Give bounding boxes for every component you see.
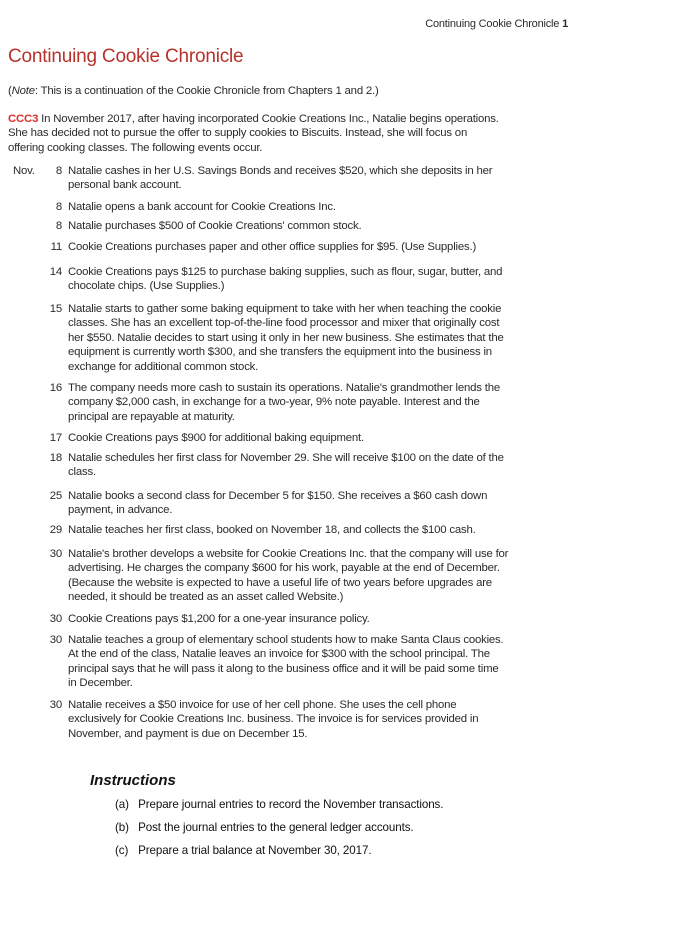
note-label: Note bbox=[11, 85, 35, 97]
intro-line: She has decided not to pursue the offer to supply cookies to Biscuits. Instead, she will focus on bbox=[8, 127, 468, 140]
event-day: 29 bbox=[49, 524, 62, 536]
event-line: exclusively for Cookie Creations Inc. business. The invoice is for services provided in bbox=[68, 713, 479, 726]
event-text bbox=[68, 612, 370, 626]
event-line: Natalie's brother develops a website for Cookie Creations Inc. that the company will use for bbox=[68, 548, 509, 560]
event-line: principal are repayable at maturity. bbox=[68, 410, 235, 423]
running-header bbox=[425, 18, 568, 30]
event-line: Natalie starts to gather some baking equipment to take with her when teaching the cookie bbox=[68, 303, 502, 315]
event-line: classes. She has an excellent top-of-the-line food processor and mixer that originally cost bbox=[68, 317, 500, 330]
problem-tag: CCC3 bbox=[8, 113, 39, 125]
event-day: 11 bbox=[50, 241, 62, 253]
event-text bbox=[68, 265, 502, 294]
event-day: 15 bbox=[49, 303, 62, 315]
event-day: 30 bbox=[49, 634, 62, 646]
event-day: 30 bbox=[49, 699, 62, 711]
event-line: her $550. Natalie decides to start using it only in her new business. She estimates that the bbox=[68, 331, 504, 344]
event-text bbox=[68, 547, 508, 605]
event-line: personal bank account. bbox=[68, 179, 182, 192]
event-line: advertising. He charges the company $600 for his work, payable at the end of December. bbox=[68, 562, 500, 575]
event-line: Cookie Creations pays $1,200 for a one-year insurance policy. bbox=[68, 613, 370, 625]
running-title: Continuing Cookie Chronicle bbox=[425, 18, 560, 30]
intro-line: offering cooking classes. The following events occur. bbox=[8, 141, 263, 154]
event-text bbox=[68, 381, 500, 424]
event-line: exchange for additional common stock. bbox=[68, 360, 259, 373]
event-line: Natalie cashes in her U.S. Savings Bonds and receives $520, which she deposits in her bbox=[68, 165, 493, 177]
event-day: 14 bbox=[49, 266, 62, 278]
event-line: November, and payment is due on December 15. bbox=[68, 727, 308, 740]
event-line: (Because the website is expected to have a useful life of two years before upgrades are bbox=[68, 576, 492, 589]
instruction-label: (b) bbox=[115, 821, 129, 834]
event-day: 8 bbox=[55, 220, 62, 232]
month-label: Nov. bbox=[13, 165, 35, 177]
instruction-item bbox=[115, 844, 371, 857]
event-text bbox=[68, 633, 504, 691]
event-text bbox=[68, 489, 487, 518]
event-line: Natalie receives a $50 invoice for use of her cell phone. She uses the cell phone bbox=[68, 699, 457, 711]
event-day: 8 bbox=[55, 201, 62, 213]
event-line: company $2,000 cash, in exchange for a two-year, 9% note payable. Interest and the bbox=[68, 396, 480, 409]
event-line: payment, in advance. bbox=[68, 504, 173, 517]
event-text bbox=[68, 431, 364, 445]
note bbox=[8, 84, 379, 98]
instruction-text: Prepare journal entries to record the November transactions. bbox=[138, 798, 444, 811]
event-line: Natalie books a second class for December 5 for $150. She receives a $60 cash down bbox=[68, 490, 488, 502]
event-day: 17 bbox=[49, 432, 62, 444]
event-text bbox=[68, 219, 361, 233]
instruction-item bbox=[115, 821, 414, 834]
event-line: Natalie schedules her first class for November 29. She will receive $100 on the date of the bbox=[68, 452, 504, 464]
event-line: principal says that he will pass it along to the business office and it will be paid some time bbox=[68, 662, 499, 675]
event-line: Cookie Creations pays $900 for additional baking equipment. bbox=[68, 432, 364, 444]
event-line: class. bbox=[68, 466, 96, 479]
instruction-text: Prepare a trial balance at November 30, 2017. bbox=[138, 844, 372, 857]
instruction-text: Post the journal entries to the general ledger accounts. bbox=[138, 821, 414, 834]
event-line: Cookie Creations pays $125 to purchase baking supplies, such as flour, sugar, butter, and bbox=[68, 266, 503, 278]
event-text bbox=[68, 164, 492, 193]
instructions-title: Instructions bbox=[90, 772, 176, 789]
event-text bbox=[68, 523, 476, 537]
event-line: Cookie Creations purchases paper and other office supplies for $95. (Use Supplies.) bbox=[68, 241, 477, 253]
event-day: 16 bbox=[49, 382, 62, 394]
event-line: At the end of the class, Natalie leaves an invoice for $300 with the school principal. The bbox=[68, 648, 490, 661]
event-line: equipment is currently worth $300, and she transfers the equipment into the business in bbox=[68, 346, 492, 359]
event-text bbox=[68, 240, 476, 254]
page-title: Continuing Cookie Chronicle bbox=[8, 46, 244, 67]
event-line: Natalie purchases $500 of Cookie Creations' common stock. bbox=[68, 220, 362, 232]
intro-line bbox=[8, 112, 499, 126]
event-line: Natalie teaches her first class, booked on November 18, and collects the $100 cash. bbox=[68, 524, 476, 536]
instruction-label: (a) bbox=[115, 798, 129, 811]
event-line: Natalie opens a bank account for Cookie Creations Inc. bbox=[68, 201, 336, 213]
note-text: : This is a continuation of the Cookie Chronicle from Chapters 1 and 2.) bbox=[34, 85, 379, 97]
event-day: 18 bbox=[49, 452, 62, 464]
note-paren: ( bbox=[8, 85, 12, 97]
intro-text: In November 2017, after having incorporated Cookie Creations Inc., Natalie begins operations. bbox=[38, 113, 499, 125]
page-number: 1 bbox=[562, 18, 568, 30]
event-day: 30 bbox=[49, 548, 62, 560]
event-line: The company needs more cash to sustain its operations. Natalie's grandmother lends the bbox=[68, 382, 500, 394]
event-text bbox=[68, 302, 504, 374]
event-text bbox=[68, 200, 336, 214]
event-day: 25 bbox=[49, 490, 62, 502]
event-line: needed, it should be treated as an asset called Website.) bbox=[68, 591, 344, 604]
instruction-label: (c) bbox=[115, 844, 129, 857]
instruction-item bbox=[115, 798, 443, 811]
intro-paragraph bbox=[8, 112, 499, 155]
event-day: 8 bbox=[55, 165, 62, 177]
event-line: in December. bbox=[68, 677, 133, 690]
event-text bbox=[68, 451, 504, 480]
event-text bbox=[68, 698, 478, 741]
event-line: chocolate chips. (Use Supplies.) bbox=[68, 280, 225, 293]
event-line: Natalie teaches a group of elementary school students how to make Santa Claus cookies. bbox=[68, 634, 504, 646]
event-day: 30 bbox=[49, 613, 62, 625]
